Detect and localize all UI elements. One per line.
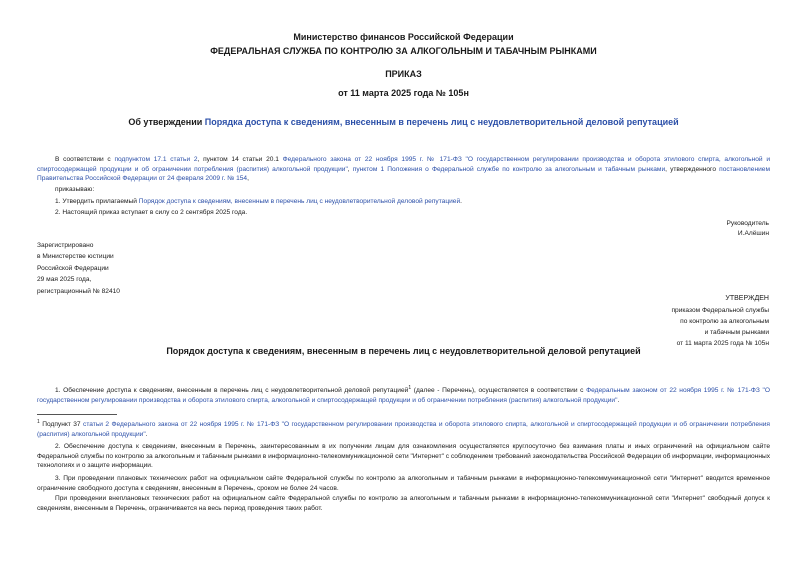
procedure-paragraph-1	[37, 384, 770, 405]
registration-line: Зарегистрировано	[37, 242, 94, 249]
procedure-paragraph-4: При проведении внеплановых технических работ на официальном сайте Федеральной службы по контролю за алкогольным и табачным рынками в информационно-телекоммуникационной сети "Интернет" свободный допуск к сведениям, внесенным в Перечень, ограничивается на весь период проведения таких работ.	[37, 495, 770, 512]
approval-line: и табачным рынками	[704, 329, 769, 336]
order-item-1-end: .	[460, 198, 462, 205]
procedure-paragraph-3: 3. При проведении плановых технических работ на официальном сайте Федеральной службы по контролю за алкогольным и табачным рынками в информационно-телекоммуникационной сети "Интернет" вводится временное ограничение свободного доступа к сведениям, внесенным в Перечень, сроком не более 24 часов.	[37, 475, 770, 492]
registration-line: Российской Федерации	[37, 264, 109, 272]
p1-text-1: 1. Обеспечение доступа к сведениям, внесенным в перечень лиц с неудовлетворительной деловой репутацией	[55, 387, 409, 395]
doc-date-number: от 11 марта 2025 года № 105н	[338, 88, 469, 98]
doc-type: ПРИКАЗ	[385, 69, 422, 79]
preamble-text-5: ,	[247, 175, 249, 183]
approval-line: приказом Федеральной службы	[671, 307, 769, 314]
approval-line: от 11 марта 2025 года № 105н	[676, 340, 769, 347]
procedure-title: Порядок доступа к сведениям, внесенным в перечень лиц с неудовлетворительной деловой репутацией	[166, 346, 641, 356]
footnote	[37, 418, 770, 439]
preamble-link-4[interactable]: постановлением Правительства Российской Федерации от 24 февраля 2009 г. № 154	[37, 165, 770, 183]
approval-label: УТВЕРЖДЕН	[725, 295, 769, 302]
preamble-link-1[interactable]: подпунктом 17.1 статьи 2	[114, 156, 198, 163]
footnote-text-2: .	[145, 430, 148, 438]
footnote-text-1: Подпункт 37	[39, 421, 84, 429]
p1-text-3: .	[617, 396, 620, 404]
footnote-mark: 1	[37, 419, 40, 425]
signature-block	[727, 219, 769, 238]
order-word: приказываю:	[55, 186, 95, 193]
preamble-link-2[interactable]: Федерального закона от 22 ноября 1995 г. № 171-ФЗ "О государственном регулировании производства и оборота этилового спирта, алкогольной и спиртосодержащей продукции и об ограничении потребления (распития) алкогольной продукции"	[37, 156, 771, 173]
approval-line: по контролю за алкогольным	[680, 318, 769, 325]
signature-name: И.Алёшин	[737, 229, 769, 237]
preamble-text-3: ,	[347, 165, 353, 173]
preamble-text-4: , утвержденного	[665, 165, 720, 173]
footnote-divider	[37, 414, 117, 415]
preamble-link-3[interactable]: пунктом 1 Положения о Федеральной службе по контролю за алкогольным и табачным рынками	[352, 165, 666, 173]
registration-line: регистрационный № 82410	[37, 287, 120, 295]
service-heading: ФЕДЕРАЛЬНАЯ СЛУЖБА ПО КОНТРОЛЮ ЗА АЛКОГОЛЬНЫМ И ТАБАЧНЫМ РЫНКАМИ	[210, 46, 597, 56]
footnote-link[interactable]: статьи 2 Федерального закона от 22 ноября 1995 г. № 171-ФЗ "О государственном регулировании производства и оборота этилового спирта, алкогольной и спиртосодержащей продукции и об ограничении потребления (распития) алкогольной продукции"	[37, 421, 770, 438]
preamble-text-1: В соответствии с	[55, 156, 115, 163]
preamble	[37, 155, 770, 184]
order-item-1-link[interactable]: Порядок доступа к сведениям, внесенным в перечень лиц с неудовлетворительной деловой репутацией	[138, 198, 461, 205]
preamble-text-2: , пунктом 14 статьи 20.1	[197, 156, 283, 163]
doc-title-link[interactable]: Порядка доступа к сведениям, внесенным в перечень лиц с неудовлетворительной деловой репутацией	[204, 117, 679, 127]
registration-line: 29 мая 2025 года,	[37, 276, 92, 284]
approval-block	[671, 293, 769, 349]
signature-role: Руководитель	[726, 220, 769, 227]
order-item-1	[55, 197, 462, 207]
order-item-1-text: 1. Утвердить прилагаемый	[55, 198, 139, 205]
doc-title-prefix: Об утверждении	[128, 117, 205, 127]
registration-line: в Министерстве юстиции	[37, 253, 114, 261]
order-item-2: 2. Настоящий приказ вступает в силу со 2 сентября 2025 года.	[55, 209, 248, 216]
doc-title	[0, 117, 807, 127]
p1-text-2: (далее - Перечень), осуществляется в соответствии с	[411, 387, 587, 395]
procedure-paragraph-2: 2. Обеспечение доступа к сведениям, внесенным в Перечень, заинтересованным в их получении лицам для ознакомления осуществляется круглосуточно без взимания платы и иных ограничений на официальном сайте Федеральной службы по контролю за алкогольным и табачным рынками в информационно-телекоммуникационной сети "Интернет" с соблюдением требований законодательства Российской Федерации об информации, информационных технологиях и о защите информации.	[37, 443, 770, 470]
p1-law-link[interactable]: Федеральным законом от 22 ноября 1995 г. № 171-ФЗ "О государственном регулировании производства и оборота этилового спирта, алкогольной и спиртосодержащей продукции и об ограничении потребления (распития) алкогольной продукции"	[37, 387, 770, 404]
footnote-ref[interactable]: 1	[408, 385, 412, 391]
registration-block	[37, 240, 120, 297]
ministry-heading: Министерство финансов Российской Федерации	[293, 32, 514, 42]
